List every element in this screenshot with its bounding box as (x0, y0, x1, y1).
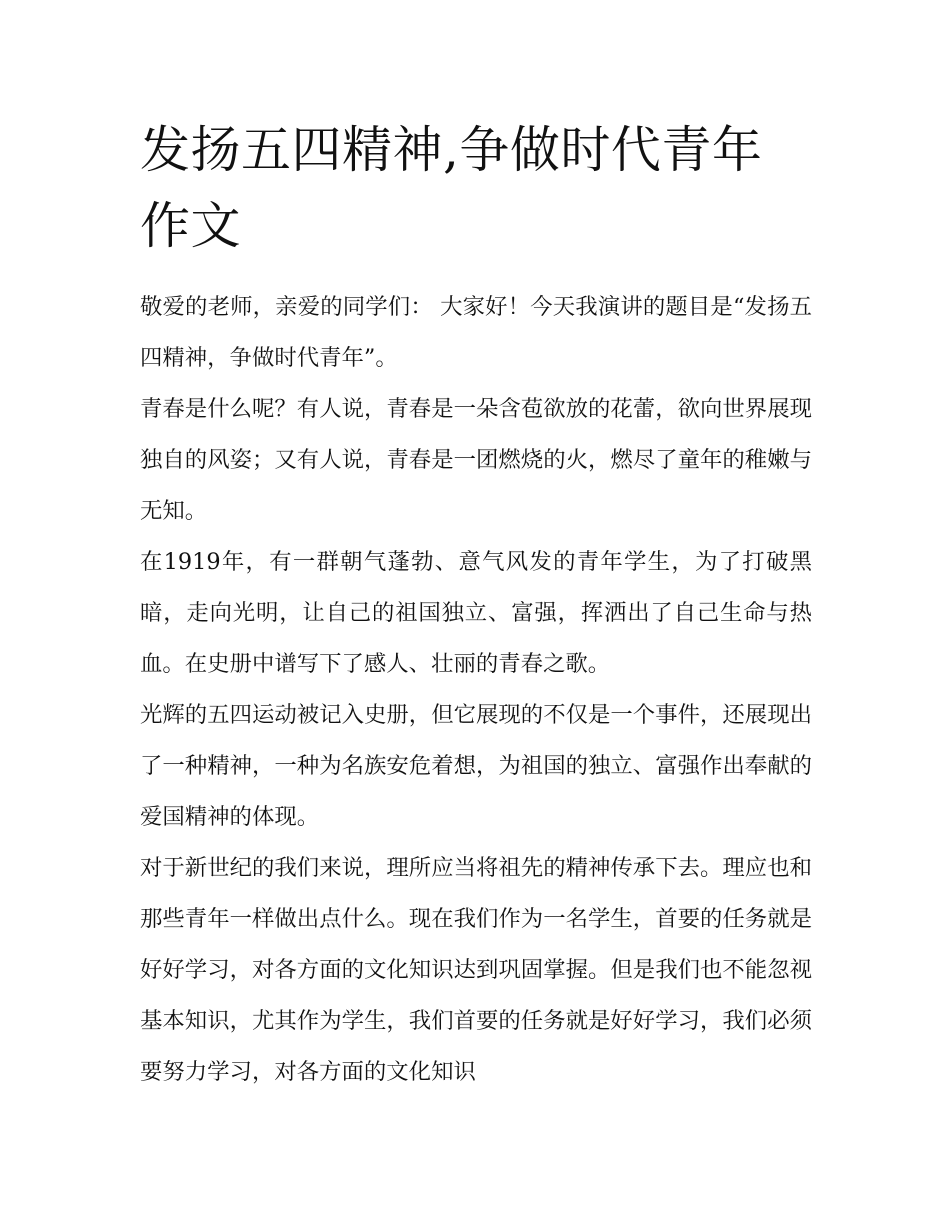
document-page (140, 112, 812, 1098)
paragraph-may-fourth: 光辉的五四运动被记入史册，但它展现的不仅是一个事件，还展现出了一种精神，一种为名族安危着想，为祖国的独立、富强作出奉献的爱国精神的体现。 (140, 702, 812, 830)
paragraph-youth: 青春是什么呢？有人说，青春是一朵含苞欲放的花蕾，欲向世界展现独自的风姿；又有人说，青春是一团燃烧的火，燃尽了童年的稚嫩与无知。 (140, 396, 812, 524)
paragraph-1919: 在1919年，有一群朝气蓬勃、意气风发的青年学生，为了打破黑暗，走向光明，让自己的祖国独立、富强，挥洒出了自己生命与热血。在史册中谱写下了感人、壮丽的青春之歌。 (140, 549, 812, 677)
paragraph-greeting: 敬爱的老师，亲爱的同学们： 大家好！今天我演讲的题目是“发扬五四精神，争做时代青年”。 (140, 294, 812, 371)
paragraph-new-century: 对于新世纪的我们来说，理所应当将祖先的精神传承下去。理应也和那些青年一样做出点什么。现在我们作为一名学生，首要的任务就是好好学习，对各方面的文化知识达到巩固掌握。但是我们也不能忽视基本知识，尤其作为学生，我们首要的任务就是好好学习，我们必须要努力学习，对各方面的文化知识 (140, 855, 812, 1085)
document-title: 发扬五四精神,争做时代青年作文 (140, 121, 763, 255)
document-body (140, 282, 812, 1098)
